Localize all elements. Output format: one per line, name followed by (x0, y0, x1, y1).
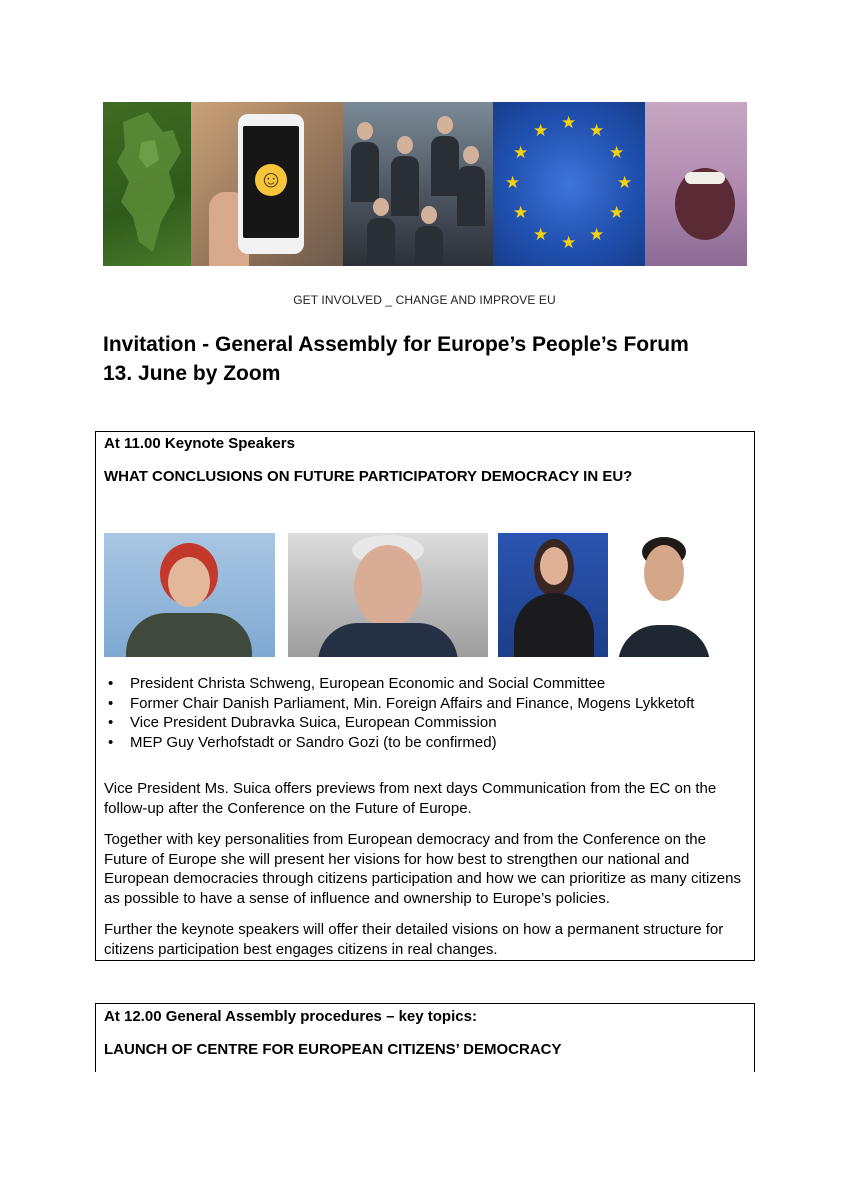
face-shape (354, 545, 422, 627)
list-item: • Vice President Dubravka Suica, European Commission (104, 713, 694, 733)
paragraph: Vice President Ms. Suica offers previews from next days Communication from the EC on the follow-up after the Conference on the Future of Europe. (104, 780, 717, 817)
torso-shape (126, 613, 252, 657)
speaker-photo-2 (288, 533, 488, 657)
person-body (415, 226, 443, 266)
torso-shape (514, 593, 594, 657)
star-icon: ★ (589, 121, 605, 140)
list-item: • Former Chair Danish Parliament, Min. Foreign Affairs and Finance, Mogens Lykketoft (104, 694, 694, 714)
paragraph: Further the keynote speakers will offer their detailed visions on how a permanent structure for citizens participation best engages citizens in real changes. (104, 921, 724, 958)
speaker-photo-4 (614, 533, 713, 657)
paragraph: Together with key personalities from European democracy and from the Conference on the Future of Europe she will present her visions for how best to strengthen our national and European democracies through citizens participation and how we can prioritize as many citizens as possible to have a sense of influence and ownership to Europe’s policies. (104, 831, 741, 907)
tagline: GET INVOLVED _ CHANGE AND IMPROVE EU (293, 293, 556, 307)
speaker-photo-3 (498, 533, 608, 657)
person-body (351, 142, 379, 202)
person-body (367, 218, 395, 266)
page-title (103, 330, 763, 388)
person-head (357, 122, 373, 140)
face-shape (168, 557, 210, 607)
face-shape (644, 545, 684, 601)
star-icon: ★ (589, 225, 605, 244)
assembly-subheading: LAUNCH OF CENTRE FOR EUROPEAN CITIZENS’ DEMOCRACY (104, 1041, 562, 1058)
torso-shape (618, 625, 710, 657)
list-item: • MEP Guy Verhofstadt or Sandro Gozi (to be confirmed) (104, 733, 694, 753)
person-head (421, 206, 437, 224)
header-banner (103, 102, 747, 266)
person-head (437, 116, 453, 134)
face-shape (540, 547, 568, 585)
star-icon: ★ (617, 173, 633, 192)
title-line-2: 13. June by Zoom (103, 362, 281, 385)
person-head (463, 146, 479, 164)
star-icon: ★ (513, 203, 529, 222)
star-icon: ★ (609, 143, 625, 162)
star-icon: ★ (561, 113, 577, 132)
eu-flag-image (493, 102, 645, 266)
smiley-icon: ☺ (255, 164, 287, 196)
open-mouth-image (645, 102, 747, 266)
keynote-subheading: WHAT CONCLUSIONS ON FUTURE PARTICIPATORY DEMOCRACY IN EU? (104, 468, 633, 485)
star-icon: ★ (561, 233, 577, 252)
person-head (373, 198, 389, 216)
person-body (391, 156, 419, 216)
list-item: • President Christa Schweng, European Economic and Social Committee (104, 674, 694, 694)
teeth-shape (685, 172, 725, 184)
star-icon: ★ (533, 225, 549, 244)
assembly-section (95, 1003, 755, 1072)
europe-map-shape (103, 102, 191, 266)
person-body (431, 136, 459, 196)
star-icon: ★ (513, 143, 529, 162)
star-icon: ★ (505, 173, 521, 192)
keynote-heading: At 11.00 Keynote Speakers (104, 435, 295, 452)
person-body (457, 166, 485, 226)
smartphone-image (191, 102, 343, 266)
assembly-heading: At 12.00 General Assembly procedures – key topics: (104, 1008, 477, 1025)
speaker-list (104, 674, 694, 752)
europe-map-image (103, 102, 191, 266)
star-icon: ★ (533, 121, 549, 140)
torso-shape (318, 623, 458, 657)
person-head (397, 136, 413, 154)
title-line-1: Invitation - General Assembly for Europe’s People’s Forum (103, 333, 689, 356)
star-icon: ★ (609, 203, 625, 222)
keynote-section (95, 431, 755, 961)
speaker-photo-1 (104, 533, 275, 657)
crowd-image (343, 102, 493, 266)
